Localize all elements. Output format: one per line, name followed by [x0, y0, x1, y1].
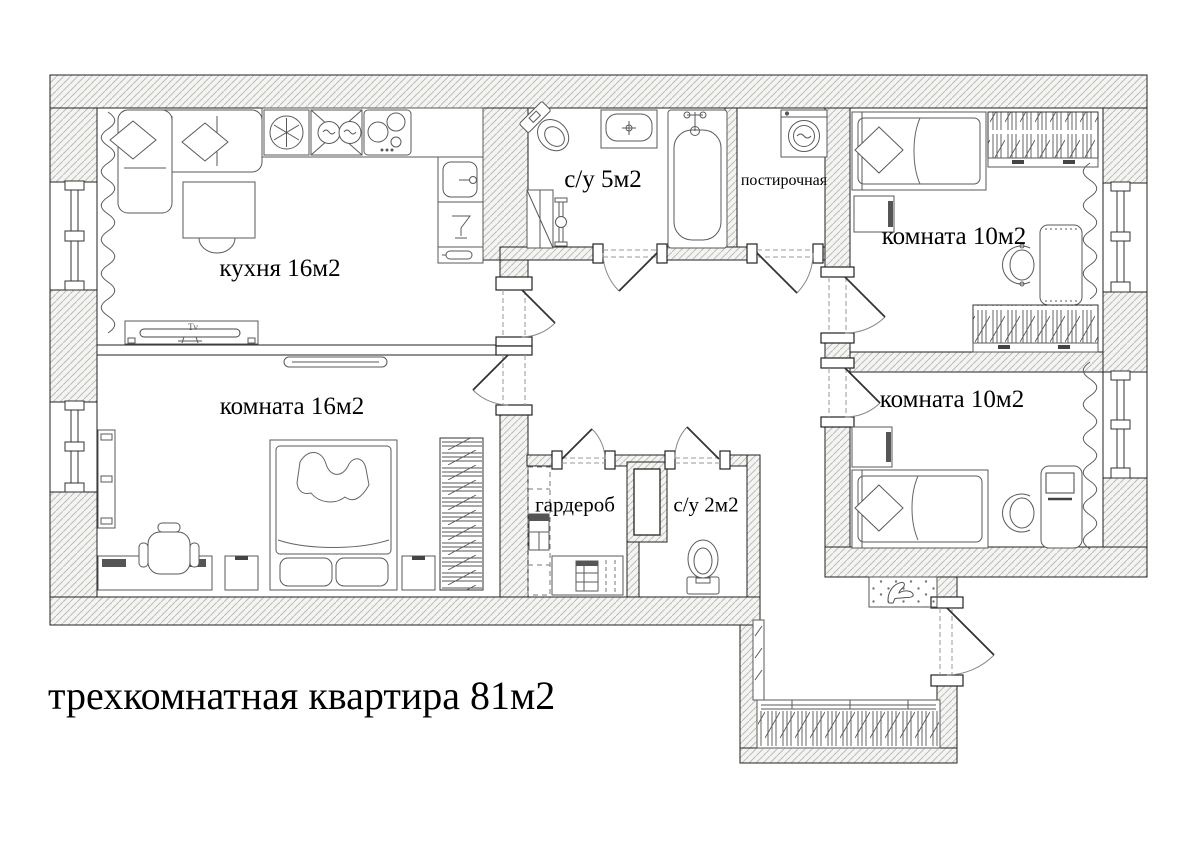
partition-kitchen-living: [97, 345, 496, 355]
entry-hall-furniture: [753, 577, 940, 748]
cooktop-icon: [364, 110, 411, 155]
door-kitchen: [522, 290, 555, 323]
shower-cabinet: [527, 190, 553, 248]
nightstand-right: [402, 556, 435, 590]
chair: [1003, 494, 1034, 532]
dresser: [852, 427, 892, 467]
room-label-bedroom-top: комната 10м2: [881, 223, 1027, 250]
door-laundry: [757, 253, 797, 293]
sink: [601, 110, 657, 148]
closet-room-furniture: [528, 467, 623, 595]
room-label-bath-small: с/у 2м2: [673, 492, 739, 517]
tv-label: Tv: [188, 322, 198, 332]
window-bedroom-bottom: [1103, 371, 1147, 478]
door-bath-small: [687, 427, 719, 459]
bathroom-small-fixtures: [687, 540, 719, 594]
curtain: [1083, 163, 1097, 299]
window-living: [50, 401, 97, 492]
dining-table: [183, 182, 255, 253]
washing-machine: [781, 110, 827, 157]
mirror: [753, 620, 764, 700]
window-kitchen: [50, 181, 97, 290]
room-label-living: комната 16м2: [219, 393, 365, 420]
towel-radiator: [555, 198, 567, 246]
vent-shaft: [634, 469, 660, 535]
shelf-cabinet: [529, 514, 549, 550]
kitchen-furniture: [101, 108, 483, 344]
wardrobe-sliding: [440, 438, 483, 590]
curtain: [101, 112, 115, 333]
closet-hangers: [973, 305, 1098, 352]
door-bedroom-top: [845, 277, 885, 317]
bedroom-top-furniture: [852, 112, 1098, 305]
desk-with-pc: [1041, 466, 1082, 548]
room-label-bath-big: с/у 5м2: [564, 166, 642, 193]
plan-title: трехкомнатная квартира 81м2: [48, 673, 556, 718]
door-entrance: [947, 608, 994, 655]
bottom-unit: [552, 556, 623, 595]
shoe-mat: [869, 577, 937, 607]
double-bed: [270, 440, 397, 590]
room-label-laundry: постирочная: [740, 172, 828, 189]
ceiling-tv: [284, 357, 387, 367]
hall-wardrobe: [757, 700, 940, 748]
window-bedroom-top: [1103, 182, 1147, 292]
room-label-kitchen: кухня 16м2: [219, 255, 341, 282]
radiator: [98, 430, 115, 528]
laundry-fixtures: [781, 110, 827, 157]
bedroom-bottom-furniture: [852, 305, 1098, 549]
living-room-furniture: [98, 357, 483, 590]
single-bed: [852, 112, 986, 190]
door-bath-big: [619, 253, 657, 291]
desk: [1040, 225, 1082, 305]
fridge-icon: [264, 110, 309, 155]
toilet: [687, 540, 719, 594]
door-bedroom-bottom: [845, 368, 880, 403]
oven-microwave-icon: [311, 110, 362, 155]
door-closet: [562, 429, 592, 459]
single-bed: [852, 470, 988, 548]
room-label-bedroom-bottom: комната 10м2: [879, 386, 1025, 413]
curtain: [1083, 362, 1097, 549]
nightstand-left: [225, 556, 258, 590]
bathtub: [668, 110, 727, 248]
room-label-closet: гардероб: [535, 492, 615, 517]
closet-hangers: [988, 112, 1098, 167]
